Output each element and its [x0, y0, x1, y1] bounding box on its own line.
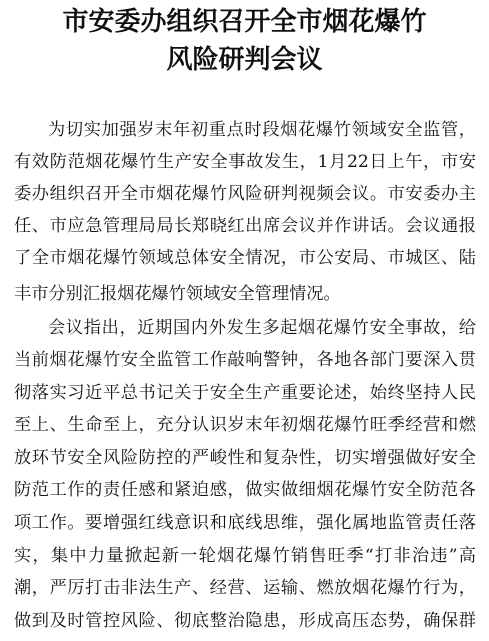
paragraph-2-line-4: 至上、生命至上，充分认识岁末年初烟花爆竹旺季经营和燃 — [14, 415, 476, 435]
paragraph-2-line-3: 彻落实习近平总书记关于安全生产重要论述，始终坚持人民 — [14, 383, 476, 403]
paragraph-2-line-8: 实，集中力量掀起新一轮烟花爆竹销售旺季“打非治违”高 — [14, 546, 476, 566]
paragraph-2-line-1: 会议指出，近期国内外发生多起烟花爆竹安全事故，给 — [48, 318, 476, 338]
paragraph-2-line-10: 做到及时管控风险、彻底整治隐患，形成高压态势，确保群 — [14, 611, 476, 631]
paragraph-1-line-6: 丰市分别汇报烟花爆竹领域安全管理情况。 — [14, 284, 341, 304]
paragraph-2-line-5: 放环节安全风险防控的严峻性和复杂性，切实增强做好安全 — [14, 448, 476, 468]
paragraph-1-line-1: 为切实加强岁末年初重点时段烟花爆竹领域安全监管， — [48, 120, 476, 140]
paragraph-2-line-7: 项工作。要增强红线意识和底线思维，强化属地监管责任落 — [14, 513, 476, 533]
paragraph-1-line-4: 任、市应急管理局局长郑晓红出席会议并作讲话。会议通报 — [14, 216, 476, 236]
paragraph-1-line-2: 有效防范烟花爆竹生产安全事故发生，1月22日上午，市安 — [14, 152, 476, 172]
document-title-line-2: 风险研判会议 — [166, 45, 323, 75]
paragraph-2-line-6: 防范工作的责任感和紧迫感，做实做细烟花爆竹安全防范各 — [14, 480, 476, 500]
paragraph-1-line-3: 委办组织召开全市烟花爆竹风险研判视频会议。市安委办主 — [14, 184, 476, 204]
document-title-line-1: 市安委办组织召开全市烟花爆竹 — [62, 7, 427, 37]
paragraph-1-line-5: 了全市烟花爆竹领域总体安全情况，市公安局、市城区、陆 — [14, 248, 476, 268]
paragraph-2-line-9: 潮，严厉打击非法生产、经营、运输、燃放烟花爆竹行为， — [14, 578, 476, 598]
paragraph-2-line-2: 当前烟花爆竹安全监管工作敲响警钟，各地各部门要深入贯 — [14, 350, 476, 370]
